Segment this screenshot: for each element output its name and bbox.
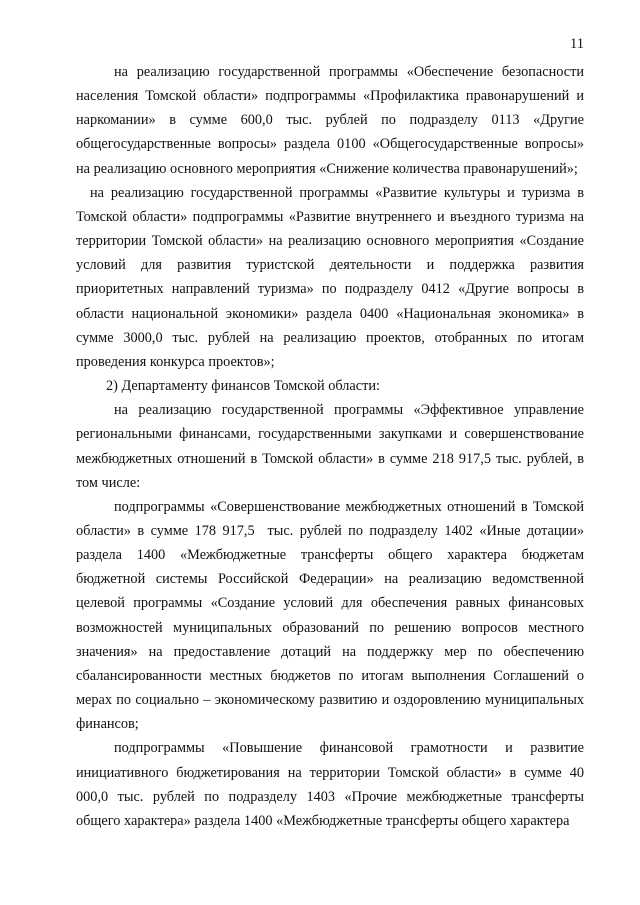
paragraph-finance-department: 2) Департаменту финансов Томской области: xyxy=(106,378,380,395)
document-body xyxy=(76,60,588,833)
paragraph-finance-program: на реализацию государственной программы «Эффективное управление региональными финансами, государственными закупками и совершенствование межбюджетных отношений в Томской области» в сумме 218 917,5 тыс. рублей, в том числе: xyxy=(76,402,588,491)
paragraph-culture-tourism-program: на реализацию государственной программы «Развитие культуры и туризма в Томской области» подпрограммы «Развитие внутреннего и въездного туризма на территории Томской области» на реализацию основного мероприятия «Создание условий для развития туристской деятельности и поддержка развития приоритетных направлений туризма» по подразделу 0412 «Другие вопросы в области национальной экономики» раздела 0400 «Национальная экономика» в сумме 3000,0 тыс. рублей на реализацию проектов, отобранных по итогам проведения конкурса проектов»; xyxy=(76,184,588,370)
paragraph-financial-literacy-subprogram: подпрограммы «Повышение финансовой грамотности и развитие инициативного бюджетирования на территории Томской области» в сумме 40 000,0 тыс. рублей по подразделу 1403 «Прочие межбюджетные трансферты общего характера» раздела 1400 «Межбюджетные трансферты общего характера xyxy=(76,740,588,829)
paragraph-interbudget-subprogram: подпрограммы «Совершенствование межбюджетных отношений в Томской области» в сумме 178 917,5 тыс. рублей по подразделу 1402 «Иные дотации» раздела 1400 «Межбюджетные трансферты общего характера бюджетам бюджетной системы Российской Федерации» на реализацию ведомственной целевой программы «Создание условий для обеспечения равных финансовых возможностей муниципальных образований по решению вопросов местного значения» на предоставление дотаций на поддержку мер по обеспечению сбалансированности местных бюджетов по итогам выполнения Соглашений о мерах по социально – экономическому развитию и оздоровлению муниципальных финансов; xyxy=(76,498,588,733)
paragraph-security-program: на реализацию государственной программы «Обеспечение безопасности населения Томской области» подпрограммы «Профилактика правонарушений и наркомании» в сумме 600,0 тыс. рублей по подразделу 0113 «Другие общегосударственные вопросы» раздела 0100 «Общегосударственные вопросы» на реализацию основного мероприятия «Снижение количества правонарушений»; xyxy=(76,64,588,177)
page-number: 11 xyxy=(570,36,584,52)
